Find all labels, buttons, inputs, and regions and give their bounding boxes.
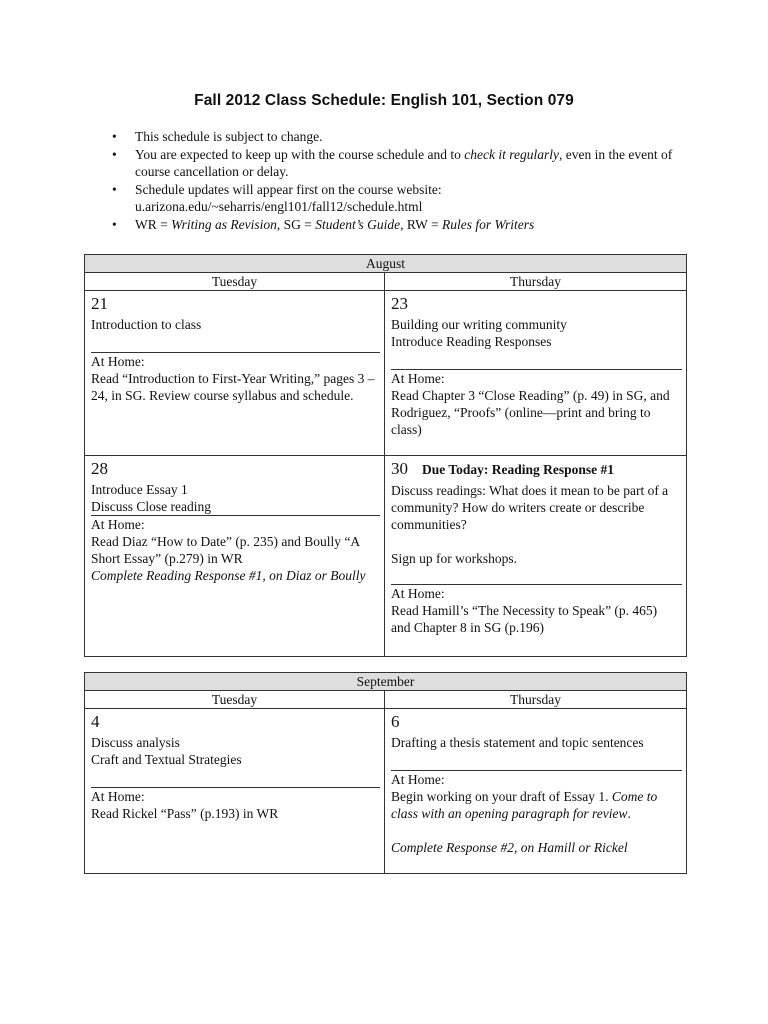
class-activity: Introduce Reading Responses: [391, 334, 552, 349]
homework-text: Read Diaz “How to Date” (p. 235) and Boully “A Short Essay” (p.279) in WR: [91, 534, 360, 566]
notes-list: [112, 128, 692, 234]
homework-text: Read Hamill’s “The Necessity to Speak” (p. 465) and Chapter 8 in SG (p.196): [391, 603, 658, 635]
day-cell: [385, 709, 687, 874]
day-header-thursday: Thursday: [385, 273, 687, 291]
page-title: Fall 2012 Class Schedule: English 101, Section 079: [194, 92, 574, 109]
bullet-icon: •: [112, 129, 117, 144]
homework-text: Read Rickel “Pass” (p.193) in WR: [91, 806, 279, 821]
class-activity: Craft and Textual Strategies: [91, 752, 242, 767]
homework-text: Read “Introduction to First-Year Writing,” pages 3 – 24, in SG. Review course syllabus and schedule.: [91, 371, 375, 403]
homework-text-part: Begin working on your draft of Essay 1.: [391, 789, 612, 804]
date-number: 30: [391, 459, 408, 478]
day-header-tuesday: Tuesday: [85, 691, 385, 709]
class-activity: Introduction to class: [91, 317, 202, 332]
note-text: WR =: [135, 217, 172, 232]
book-title: Writing as Revision: [171, 217, 277, 232]
date-number: 23: [391, 294, 408, 313]
date-number: 28: [91, 459, 108, 478]
at-home-label: At Home:: [91, 354, 145, 369]
homework-note: Complete Reading Response #1, on Diaz or Boully: [91, 568, 366, 583]
homework-text: [391, 788, 680, 822]
date-number: 4: [91, 712, 100, 731]
day-cell: [85, 709, 385, 874]
note-emphasis: check it regularly: [464, 147, 559, 162]
day-cell: [85, 291, 385, 456]
homework-emphasis: Come to class with an opening paragraph for review: [391, 789, 658, 821]
due-today-notice: Due Today: Reading Response #1: [422, 462, 615, 477]
day-header-tuesday: Tuesday: [85, 273, 385, 291]
at-home-label: At Home:: [91, 789, 145, 804]
homework-text: Read Chapter 3 “Close Reading” (p. 49) in SG, and Rodriguez, “Proofs” (online—print and bring to class): [391, 388, 670, 437]
month-header: September: [85, 673, 687, 691]
list-item: [112, 128, 692, 145]
date-number: 21: [91, 294, 108, 313]
note-text: Schedule updates will appear first on the course website:: [135, 182, 442, 197]
homework-note: Complete Response #2, on Hamill or Rickel: [391, 840, 628, 855]
class-activity: Drafting a thesis statement and topic sentences: [391, 735, 644, 750]
day-cell: [385, 456, 687, 657]
class-activity: Discuss readings: What does it mean to be part of a community? How do writers create or describe communities?: [391, 483, 669, 532]
book-title: Rules for Writers: [442, 217, 535, 232]
note-text: , SG =: [276, 217, 316, 232]
august-schedule-table: [84, 254, 687, 657]
at-home-label: At Home:: [391, 772, 445, 787]
note-text: , RW =: [400, 217, 442, 232]
day-cell: [85, 456, 385, 657]
bullet-icon: •: [112, 217, 117, 232]
at-home-label: At Home:: [391, 371, 445, 386]
month-header: August: [85, 255, 687, 273]
homework-text-part: .: [627, 806, 631, 821]
september-schedule-table: [84, 672, 687, 874]
at-home-label: At Home:: [91, 517, 145, 532]
at-home-label: At Home:: [391, 586, 445, 601]
date-row: [391, 459, 680, 480]
class-activity: Discuss analysis: [91, 735, 180, 750]
note-text: , even in the event of course cancellation or delay.: [135, 147, 673, 179]
list-item: [112, 216, 692, 233]
class-activity: Sign up for workshops.: [391, 551, 518, 566]
class-activity: Discuss Close reading: [91, 499, 211, 514]
day-header-thursday: Thursday: [385, 691, 687, 709]
list-item: [112, 146, 692, 180]
course-website-link[interactable]: u.arizona.edu/~seharris/engl101/fall12/schedule.html: [135, 199, 423, 214]
class-activity: Building our writing community: [391, 317, 567, 332]
bullet-icon: •: [112, 182, 117, 197]
book-title: Student’s Guide: [315, 217, 401, 232]
list-item: [112, 181, 692, 215]
note-text: You are expected to keep up with the course schedule and to: [135, 147, 465, 162]
bullet-icon: •: [112, 147, 117, 162]
note-text: This schedule is subject to change.: [135, 129, 323, 144]
class-activity: Introduce Essay 1: [91, 482, 188, 497]
date-number: 6: [391, 712, 400, 731]
day-cell: [385, 291, 687, 456]
